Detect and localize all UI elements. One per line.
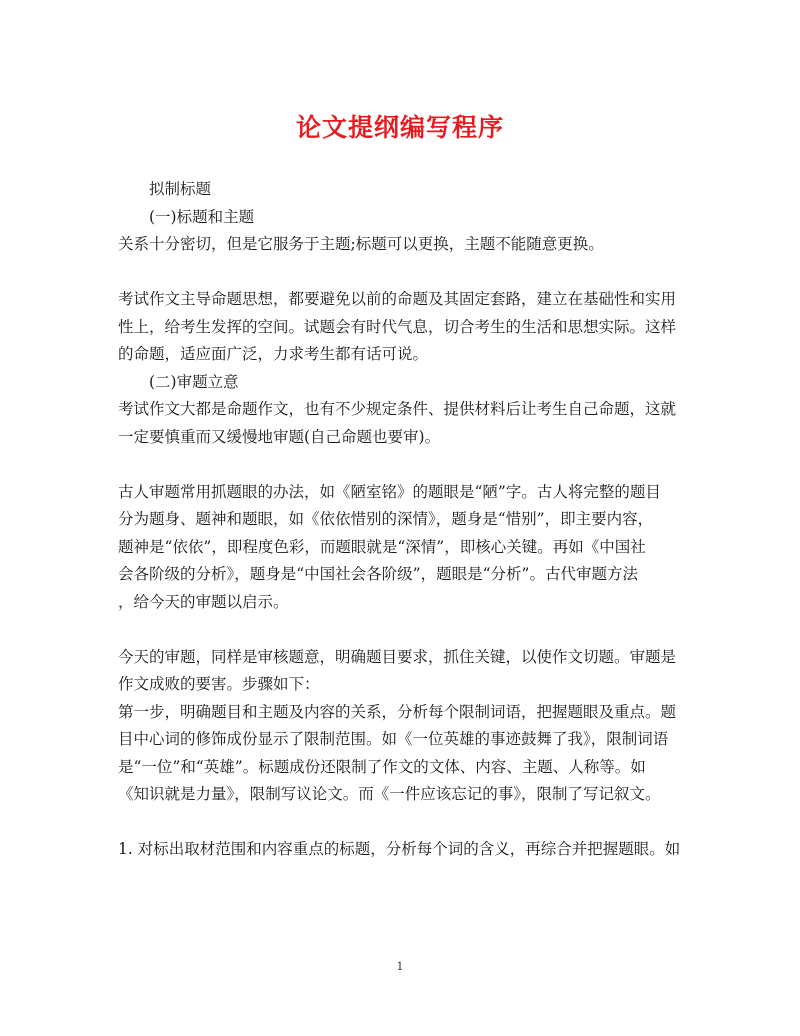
text-line: 题神是“依依”，即程度色彩，而题眼就是“深情”，即核心关键。再如《中国社 — [118, 537, 646, 556]
text-line: 一定要慎重而又缓慢地审题(自己命题也要审)。 — [118, 427, 441, 446]
text-line: 的命题，适应面广泛，力求考生都有话可说。 — [118, 345, 429, 363]
text-line: 会各阶级的分析》，题身是“中国社会各阶级”，题眼是“分析”。古代审题方法 — [118, 565, 638, 583]
text-line: 关系十分密切，但是它服务于主题;标题可以更换，主题不能随意更换。 — [118, 235, 604, 253]
text-line: 考试作文大都是命题作文，也有不少规定条件、提供材料后让考生自己命题，这就 — [118, 400, 677, 418]
text-line: 是“一位”和“英雄”。标题成份还限制了作文的文体、内容、主题、人称等。如 — [118, 757, 646, 776]
text-line: (一)标题和主题 — [149, 207, 255, 226]
text-line: 考试作文主导命题思想，都要避免以前的命题及其固定套路，建立在基础性和实用 — [118, 290, 677, 308]
text-line: 拟制标题 — [149, 180, 212, 198]
paragraph-gap — [118, 616, 684, 644]
text-line: 《知识就是力量》，限制写议论文。而《一件应该忘记的事》，限制了写记叙文。 — [118, 785, 661, 803]
text-line: ，给今天的审题以启示。 — [118, 592, 289, 611]
text-line: 1. 对标出取材范围和内容重点的标题，分析每个词的含义，再综合并把握题眼。如 — [118, 840, 681, 858]
paragraph-gap — [118, 259, 684, 287]
document-body — [118, 176, 684, 864]
text-line: 目中心词的修饰成份显示了限制范围。如《一位英雄的事迹鼓舞了我》，限制词语 — [118, 730, 669, 748]
text-line: 今天的审题，同样是审核题意，明确题目要求，抓住关键，以使作文切题。审题是 — [118, 647, 677, 666]
document-title: 论文提纲编写程序 — [295, 113, 504, 142]
text-line: 古人审题常用抓题眼的办法，如《陋室铭》的题眼是“陋”字。古人将完整的题目 — [118, 482, 661, 501]
text-line: 第一步，明确题目和主题及内容的关系，分析每个限制词语，把握题眼及重点。题 — [118, 702, 677, 721]
text-line: 性上，给考生发挥的空间。试题会有时代气息，切合考生的生活和思想实际。这样 — [118, 317, 677, 336]
page-number: 1 — [396, 960, 404, 973]
paragraph-gap — [118, 451, 684, 479]
text-line: 分为题身、题神和题眼，如《依依惜别的深情》，题身是“惜别”，即主要内容， — [118, 510, 654, 528]
text-line: 作文成败的要害。步骤如下： — [118, 675, 320, 693]
text-line: (二)审题立意 — [149, 372, 239, 391]
paragraph-gap — [118, 809, 684, 837]
